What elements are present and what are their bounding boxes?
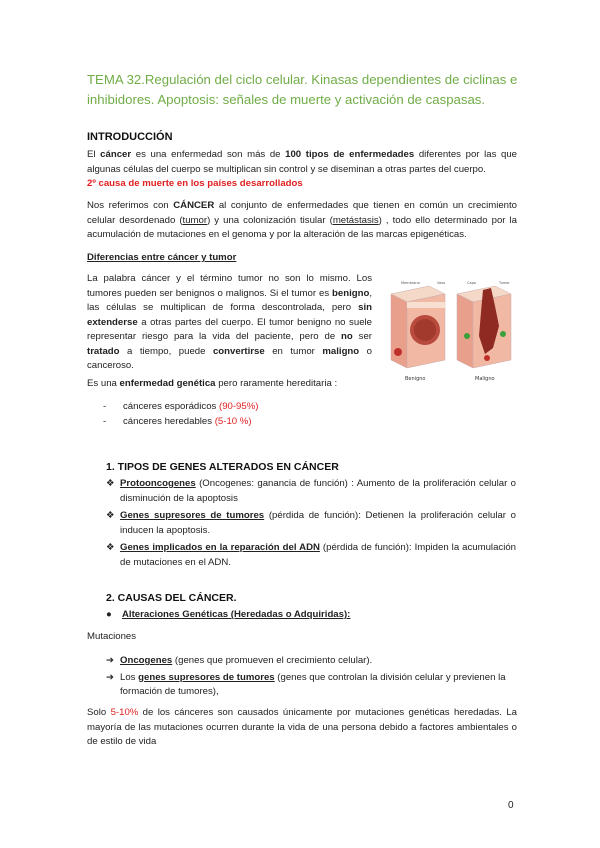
diff-heading: Diferencias entre cáncer y tumor: [87, 252, 237, 263]
mutaciones-label: Mutaciones: [87, 631, 137, 642]
intro-paragraph-2: Nos referimos con CÁNCER al conjunto de enfermedades que tienen en común un crecimiento celular desordenado (tumor) y una colonización tisular (metástasis) , todo ello determinado por la acumulación de mutaciones en el genoma y por la alteración de las marcas epigenéticas.: [87, 200, 518, 240]
genetic-disease-text: Es una enfermedad genética pero raramente hereditaria :: [87, 378, 338, 389]
intro-paragraph-1: El cáncer es una enfermedad son más de 100 tipos de enfermedades diferentes por las que algunas células del cuerpo se multiplican sin control y se diseminan a otras partes del cuerpo.: [87, 149, 518, 175]
list-item: ❖ Protooncogenes (Oncogenes: ganancia de función) : Aumento de la proliferación celular o disminución de la apoptosis: [106, 478, 516, 504]
gene-types-list: [106, 477, 516, 573]
section2-heading: 2. CAUSAS DEL CÁNCER.: [106, 592, 237, 604]
list-item: ❖ Genes supresores de tumores (pérdida de función): Detienen la proliferación celular o inducen la apoptosis.: [106, 510, 516, 536]
fig-malignant-label: Maligno: [475, 376, 495, 382]
diamond-bullet-icon: ❖: [106, 510, 115, 521]
tumor-illustration: [387, 276, 517, 386]
list-item: - cánceres esporádicos (90-95%): [103, 401, 259, 412]
list-item: ➔ Oncogenes (genes que promueven el crecimiento celular).: [106, 654, 516, 669]
diamond-bullet-icon: ❖: [106, 542, 115, 553]
page-number: 0: [508, 800, 514, 811]
list-item: - cánceres heredables (5-10 %): [103, 415, 252, 427]
arrow-bullet-icon: ➔: [106, 655, 115, 666]
fig-label-4: Tumor: [499, 281, 510, 285]
list-item: ❖ Genes implicados en la reparación del ADN (pérdida de función): Impiden la acumulación de mutaciones en el ADN.: [106, 542, 517, 568]
diff-paragraph: La palabra cáncer y el término tumor no son lo mismo. Los tumores pueden ser benignos o malignos. Si el tumor es benigno, las células se multiplican de forma descontrolada, pero sin extenderse a otras partes del cuerpo. El tumor benigno no suele representar riesgo para la vida del paciente, pero de no ser tratado a tiempo, puede convertirse en tumor maligno o canceroso.: [87, 273, 372, 371]
fig-label-1: Membrana: [401, 281, 420, 285]
page-title: TEMA 32.Regulación del ciclo celular. Kinasas dependientes de ciclinas e inhibidores. Apoptosis: señales de muerte y activación de caspasas.: [87, 72, 518, 107]
intro-highlight: 2º causa de muerte en los países desarrollados: [87, 178, 303, 189]
fig-benign-label: Benigno: [405, 376, 426, 382]
section1-heading: 1. TIPOS DE GENES ALTERADOS EN CÁNCER: [106, 461, 339, 473]
mutation-list: [106, 654, 516, 702]
list-item: ➔ Los genes supresores de tumores (genes que controlan la división celular y previenen la formación de tumores),: [106, 671, 506, 697]
arrow-bullet-icon: ➔: [106, 671, 115, 683]
final-paragraph: Solo 5-10% de los cánceres son causados únicamente por mutaciones genéticas heredadas. La mayoría de las mutaciones ocurren durante la vida de una persona debido a factores ambientales o de estilo de vida: [87, 707, 517, 747]
intro-heading: INTRODUCCIÓN: [87, 131, 173, 143]
causes-bullet: ● Alteraciones Genéticas (Heredadas o Adquiridas):: [106, 608, 350, 623]
cancer-types-list: [103, 400, 258, 429]
dot-bullet-icon: ●: [106, 609, 112, 620]
fig-label-2: Vaso: [437, 281, 446, 285]
tumor-figure-svg: [387, 276, 517, 386]
diamond-bullet-icon: ❖: [106, 478, 115, 489]
fig-label-3: Capa: [467, 281, 476, 285]
